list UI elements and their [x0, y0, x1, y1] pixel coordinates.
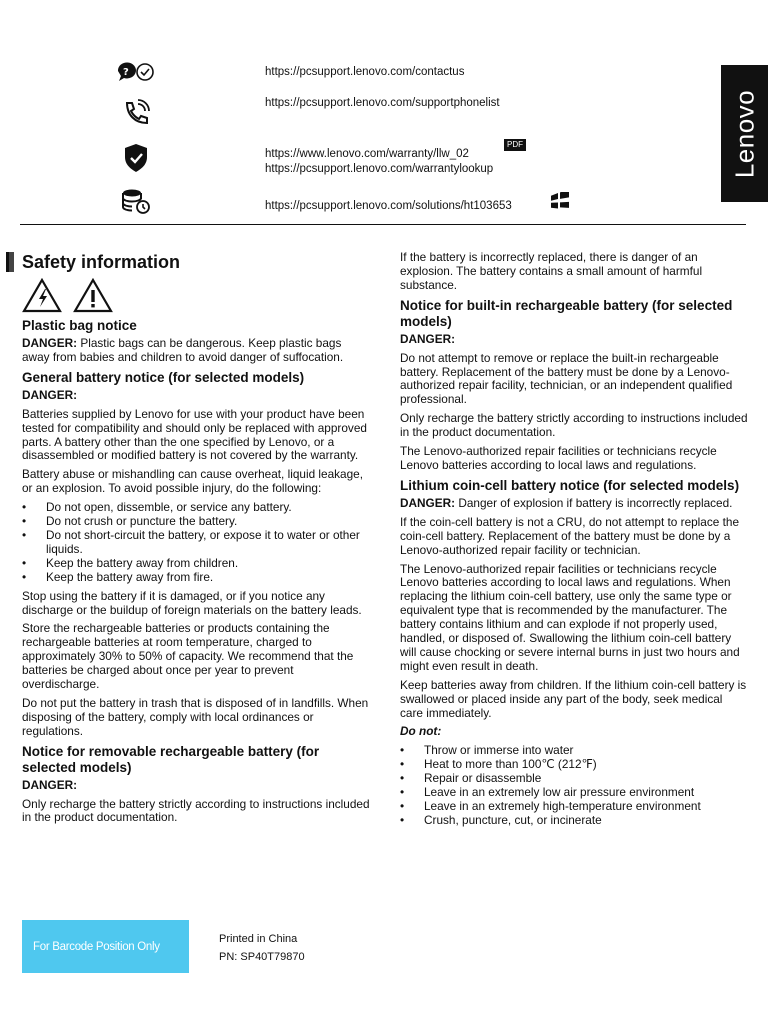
- danger-label: DANGER:: [22, 387, 78, 402]
- chat-support-icon: [116, 62, 156, 92]
- coin-danger-text: DANGER: Danger of explosion if battery is incorrectly replaced.: [400, 495, 733, 510]
- list-item: • Do not open, dissemble, or service any battery.: [22, 501, 370, 515]
- list-item: • Heat to more than 100℃ (212℉): [400, 758, 748, 772]
- windows-icon: [549, 192, 571, 215]
- warranty-lookup-link[interactable]: https://pcsupport.lenovo.com/warrantylookup: [265, 163, 494, 175]
- warranty-pdf-link[interactable]: https://www.lenovo.com/warranty/llw_02: [265, 148, 469, 160]
- list-item: • Repair or disassemble: [400, 772, 748, 786]
- phone-icon: [122, 99, 162, 129]
- warning-icons: [22, 278, 370, 316]
- list-item: • Crush, puncture, cut, or incinerate: [400, 814, 748, 828]
- electrical-hazard-icon: [24, 280, 60, 311]
- paragraph: Stop using the battery if it is damaged, or if you notice any discharge or the buildup of foreign materials on the battery leads.: [22, 588, 362, 617]
- plastic-bag-heading: Plastic bag notice: [22, 318, 137, 333]
- removable-battery-heading: Notice for removable rechargeable battery (for selected models): [22, 743, 320, 775]
- paragraph: Keep batteries away from children. If the lithium coin-cell battery is swallowed or placed inside any part of the body, seek medical care immediately.: [400, 677, 747, 720]
- builtin-battery-heading: Notice for built-in rechargeable battery (for selected models): [400, 297, 733, 329]
- list-item: • Throw or immerse into water: [400, 744, 748, 758]
- svg-text:?: ?: [123, 67, 129, 78]
- paragraph: Battery abuse or mishandling can cause overheat, liquid leakage, or an explosion. To avoid possible injury, do the following:: [22, 467, 364, 496]
- page-title: Safety information: [22, 252, 181, 272]
- pdf-badge: PDF: [504, 139, 526, 151]
- warranty-shield-icon: [123, 142, 163, 172]
- general-battery-heading: General battery notice (for selected models): [22, 369, 305, 385]
- paragraph: If the battery is incorrectly replaced, there is danger of an explosion. The battery contains a small amount of harmful substance.: [400, 250, 703, 292]
- coin-cell-heading: Lithium coin-cell battery notice (for selected models): [400, 477, 740, 493]
- paragraph: Only recharge the battery strictly according to instructions included in the product documentation.: [22, 796, 370, 825]
- barcode-placeholder: For Barcode Position Only: [22, 920, 189, 973]
- do-not-label: Do not:: [400, 724, 442, 739]
- title-bar: [6, 252, 14, 272]
- printed-in: Printed in China: [219, 933, 298, 945]
- left-column: [22, 250, 370, 830]
- paragraph: Do not put the battery in trash that is disposed of in landfills. When disposing of the battery, comply with local ordinances or regulations.: [22, 695, 369, 738]
- list-item: • Keep the battery away from fire.: [22, 571, 370, 585]
- caution-icon: [75, 280, 111, 311]
- do-not-list: [400, 744, 748, 827]
- list-item: • Leave in an extremely low air pressure environment: [400, 786, 748, 800]
- contact-us-link[interactable]: https://pcsupport.lenovo.com/contactus: [265, 66, 465, 78]
- battery-precautions-list: [22, 501, 370, 584]
- list-item: • Do not short-circuit the battery, or expose it to water or other liquids.: [22, 529, 370, 557]
- part-number: PN: SP40T79870: [219, 951, 305, 963]
- support-links: [0, 0, 768, 226]
- print-info: [219, 930, 305, 966]
- paragraph: Batteries supplied by Lenovo for use with your product have been tested for compatibility and should only be replaced with approved parts. A battery other than the one specified by Lenovo, or a disassembled or modified battery is not covered by the warranty.: [22, 406, 367, 463]
- solutions-link[interactable]: https://pcsupport.lenovo.com/solutions/ht103653: [265, 200, 512, 212]
- danger-label: DANGER:: [400, 331, 456, 346]
- list-item: • Leave in an extremely high-temperature environment: [400, 800, 748, 814]
- database-restore-icon: [121, 188, 161, 218]
- plastic-bag-text: DANGER: Plastic bags can be dangerous. Keep plastic bags away from babies and children to avoid danger of suffocation.: [22, 336, 344, 364]
- paragraph: The Lenovo-authorized repair facilities or technicians recycle Lenovo batteries according to local laws and regulations.: [400, 444, 717, 472]
- right-column: [400, 251, 748, 833]
- paragraph: Only recharge the battery strictly according to instructions included in the product documentation.: [400, 411, 748, 440]
- danger-label: DANGER:: [22, 777, 78, 792]
- paragraph: Do not attempt to remove or replace the built-in rechargeable battery. Replacement of the battery must be done by a Lenovo-authorized repair facility, technician, or an independent qualified professional.: [400, 350, 733, 407]
- paragraph: If the coin-cell battery is not a CRU, do not attempt to replace the coin-cell battery. Replacement of the battery must be done by a Lenovo-authorized repair facility or technician.: [400, 514, 740, 557]
- lenovo-logo: Lenovo: [721, 65, 768, 202]
- paragraph: Store the rechargeable batteries or products containing the rechargeable batteries at room temperature, charged to approximately 30% to 50% of capacity. We recommend that the batteries be charged about once per year to prevent overdischarge.: [22, 621, 354, 692]
- list-item: • Do not crush or puncture the battery.: [22, 515, 370, 529]
- paragraph: The Lenovo-authorized repair facilities or technicians recycle Lenovo batteries according to local laws and regulations. When replacing the lithium coin-cell battery, use only the same type or equivalent type that is recommended by the manufacturer. The battery contains lithium and can explode if not properly used, handled, or disposed of. Swallowing the lithium coin-cell battery will cause chocking or severe internal burns in just two hours and might even result in death.: [400, 561, 740, 673]
- divider: [20, 224, 746, 225]
- list-item: • Keep the battery away from children.: [22, 557, 370, 571]
- section-title: [22, 250, 370, 276]
- phone-list-link[interactable]: https://pcsupport.lenovo.com/supportphonelist: [265, 97, 500, 109]
